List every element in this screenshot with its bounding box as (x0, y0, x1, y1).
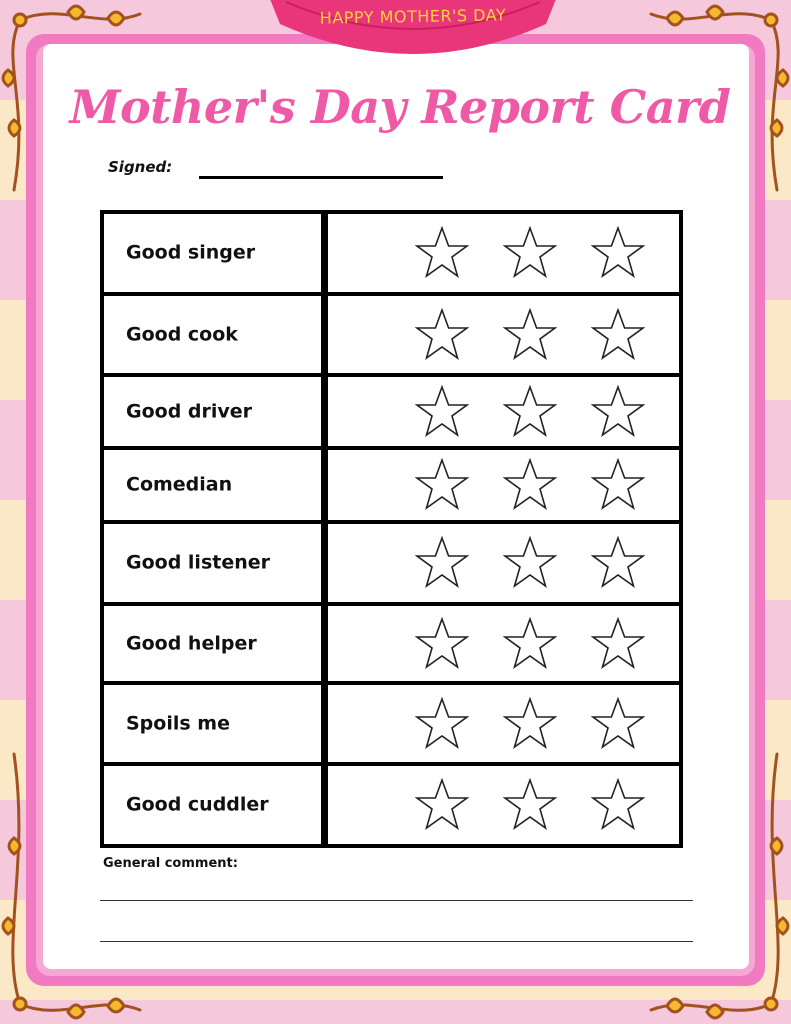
rating-stars-cell (324, 681, 683, 766)
rating-label: Good driver (126, 400, 253, 423)
star-icon[interactable] (502, 308, 558, 362)
rating-stars-cell (324, 210, 683, 296)
star-icon[interactable] (414, 778, 470, 832)
page-title: Mother's Day Report Card (69, 80, 731, 134)
rating-row (100, 446, 683, 524)
rating-label-cell (100, 210, 325, 296)
rating-label: Good helper (126, 632, 257, 655)
rating-stars-cell (324, 762, 683, 848)
rating-row (100, 762, 683, 848)
rating-row (100, 681, 683, 766)
star-group (388, 458, 648, 512)
star-icon[interactable] (502, 778, 558, 832)
star-group (388, 226, 648, 280)
star-group (388, 385, 648, 439)
star-icon[interactable] (414, 226, 470, 280)
rating-label: Comedian (126, 473, 233, 496)
star-icon[interactable] (590, 226, 646, 280)
star-icon[interactable] (414, 697, 470, 751)
rating-label-cell (100, 762, 325, 848)
star-icon[interactable] (502, 226, 558, 280)
star-icon[interactable] (414, 458, 470, 512)
rating-stars-cell (324, 602, 683, 685)
rating-stars-cell (324, 373, 683, 450)
rating-label: Good listener (126, 551, 271, 574)
rating-row (100, 520, 683, 606)
rating-stars-cell (324, 520, 683, 606)
star-group (388, 697, 648, 751)
rating-stars-cell (324, 446, 683, 524)
star-icon[interactable] (590, 778, 646, 832)
rating-row (100, 602, 683, 685)
general-comment-label: General comment: (103, 856, 238, 871)
rating-label-cell (100, 520, 325, 606)
star-group (388, 308, 648, 362)
rating-label: Good cuddler (126, 793, 269, 816)
star-group (388, 536, 648, 590)
rating-table (100, 210, 683, 848)
star-icon[interactable] (502, 617, 558, 671)
star-icon[interactable] (590, 617, 646, 671)
signed-label: Signed: (108, 158, 173, 176)
rating-label-cell (100, 602, 325, 685)
star-icon[interactable] (502, 536, 558, 590)
rating-label: Good singer (126, 241, 256, 264)
star-icon[interactable] (590, 536, 646, 590)
star-icon[interactable] (502, 458, 558, 512)
signature-line (199, 176, 443, 179)
star-icon[interactable] (590, 697, 646, 751)
happy-mothers-day-ribbon (268, 0, 558, 74)
star-icon[interactable] (590, 458, 646, 512)
star-icon[interactable] (590, 308, 646, 362)
star-group (388, 617, 648, 671)
star-icon[interactable] (414, 385, 470, 439)
star-icon[interactable] (414, 617, 470, 671)
comment-line-2 (100, 941, 693, 942)
ribbon-text: HAPPY MOTHER'S DAY (319, 5, 507, 28)
rating-label: Spoils me (126, 712, 230, 735)
rating-label: Good cook (126, 323, 238, 346)
rating-label-cell (100, 292, 325, 377)
star-icon[interactable] (502, 697, 558, 751)
comment-line-1 (100, 900, 693, 901)
rating-row (100, 373, 683, 450)
rating-label-cell (100, 373, 325, 450)
star-icon[interactable] (414, 536, 470, 590)
rating-label-cell (100, 681, 325, 766)
rating-label-cell (100, 446, 325, 524)
rating-stars-cell (324, 292, 683, 377)
rating-row (100, 210, 683, 296)
star-group (388, 778, 648, 832)
rating-row (100, 292, 683, 377)
star-icon[interactable] (590, 385, 646, 439)
star-icon[interactable] (414, 308, 470, 362)
star-icon[interactable] (502, 385, 558, 439)
